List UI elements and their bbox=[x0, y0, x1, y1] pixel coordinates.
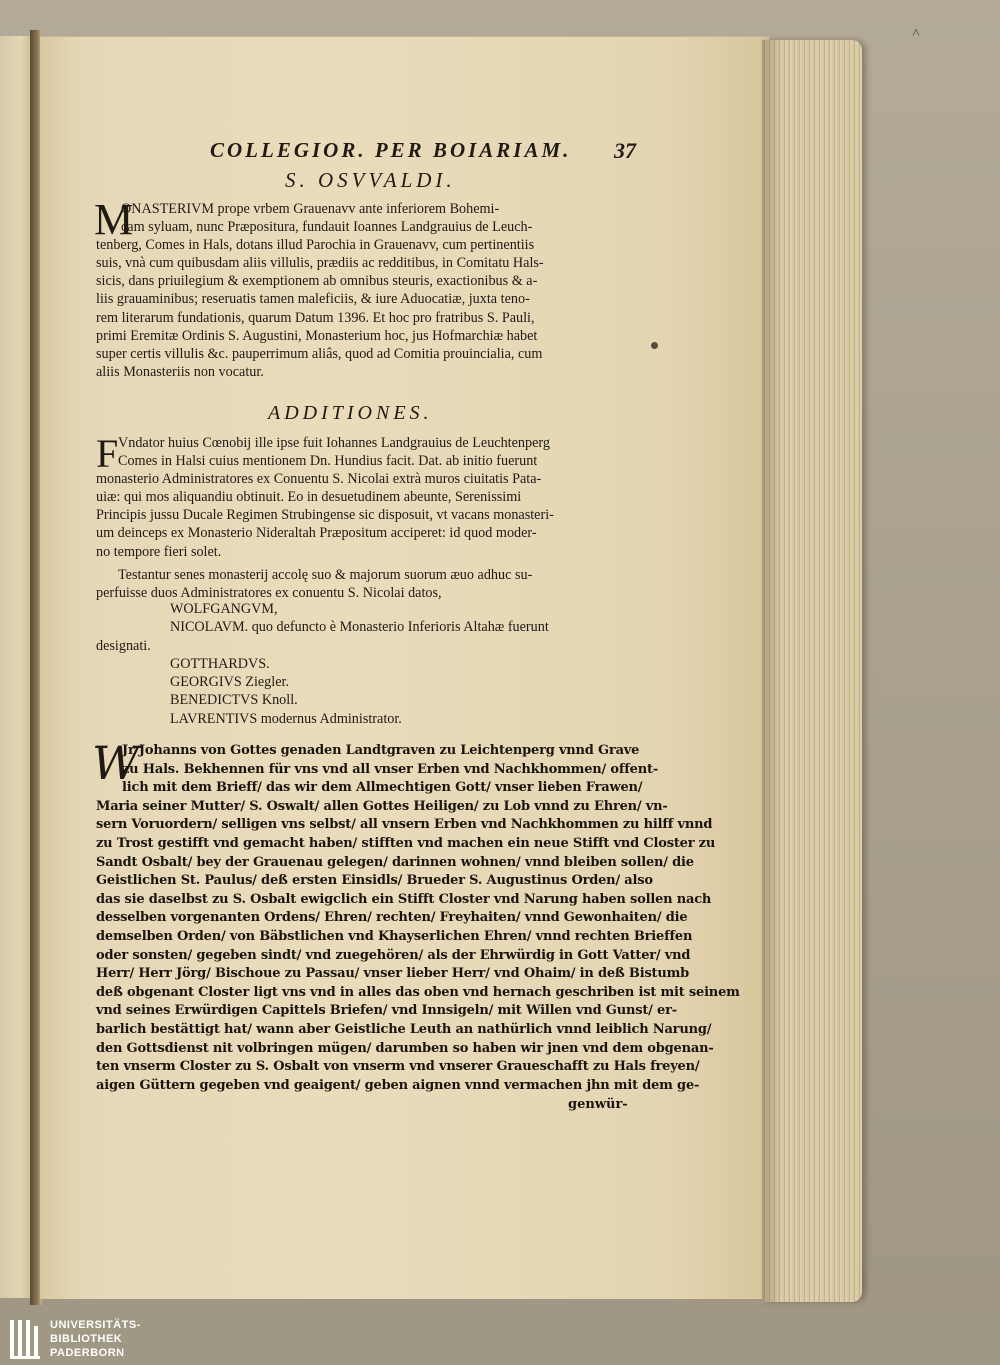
text-line: Geistlichen St. Paulus/ deß ersten Einsidls/ Brueder S. Augustinus Orden/ also bbox=[96, 873, 653, 889]
text-line: um deinceps ex Monasterio Nideraltah Præpositum acciperet: id quod moder- bbox=[96, 525, 537, 542]
list-item: NICOLAVM. quo defuncto è Monasterio Inferioris Altahæ fuerunt bbox=[170, 619, 549, 636]
text-line: Sandt Osbalt/ bey der Grauenau gelegen/ darinnen wohnen/ vnnd bleiben sollen/ die bbox=[96, 854, 694, 870]
list-item: WOLFGANGVM, bbox=[170, 601, 278, 617]
text-line: barlich bestättigt hat/ wann aber Geistliche Leuth an nathürlich vnnd leiblich Narung/ bbox=[96, 1021, 712, 1037]
text-line: Testantur senes monasterij accolę suo & majorum suorum æuo adhuc su- bbox=[118, 567, 533, 583]
text-line: primi Eremitæ Ordinis S. Augustini, Monasterium hoc, jus Hofmarchiæ habet bbox=[96, 327, 538, 344]
text-line: liis grauaminibus; reseruatis tamen maleficiis, & iure Aduocatiæ, juxta teno- bbox=[96, 291, 530, 308]
text-line: Jr Johanns von Gottes genaden Landtgraven zu Leichtenperg vnnd Grave bbox=[122, 743, 640, 758]
text-line: aigen Güttern gegeben vnd geaigent/ geben aignen vnnd vermachen jhn mit dem ge- bbox=[96, 1077, 700, 1093]
text-line: Maria seiner Mutter/ S. Oswalt/ allen Gottes Heiligen/ zu Lob vnnd zu Ehren/ vn- bbox=[96, 798, 668, 814]
text-line: Herr/ Herr Jörg/ Bischoue zu Passau/ vnser lieber Herr/ vnd Ohaim/ in deß Bistumb bbox=[96, 966, 690, 982]
text-line: rem literarum fundationis, quarum Datum 1396. Et hoc pro fratribus S. Pauli, bbox=[96, 309, 535, 326]
text-line: suis, vnà cum quibusdam aliis villulis, prædiis ac redditibus, in Comitatu Hals- bbox=[96, 255, 544, 272]
page-edge-shadow bbox=[762, 40, 782, 1302]
additiones-heading: ADDITIONES. bbox=[268, 402, 433, 424]
text-line: oder sonsten/ gegeben sindt/ vnd zuegehören/ als der Ehrwürdig in Gott Vatter/ vnd bbox=[96, 947, 691, 963]
catchword: genwür- bbox=[568, 1097, 628, 1112]
paragraph-testantur bbox=[96, 566, 641, 602]
drop-capital: M bbox=[94, 195, 134, 244]
text-line: lich mit dem Brieff/ das wir dem Allmechtigen Gott/ vnser lieben Frawen/ bbox=[122, 780, 643, 796]
text-line: cam syluam, nunc Præpositura, fundauit Ioannes Landgrauius de Leuch- bbox=[121, 219, 533, 236]
list-item: LAVRENTIVS modernus Administrator. bbox=[170, 710, 402, 727]
text-line: zu Trost gestifft vnd gemacht haben/ stifften vnd machen ein neue Stifft vnd Closter zu bbox=[96, 835, 716, 851]
library-logo-icon bbox=[8, 1316, 46, 1362]
footer-bar bbox=[0, 1315, 1000, 1365]
text-line: vnd seines Erwürdigen Capittels Briefen/ vnd Innsigeln/ mit Willen vnd Gunst/ er- bbox=[96, 1003, 677, 1019]
text-line: monasterio Administratores ex Conuentu S. Nicolai extrà muros ciuitatis Pata- bbox=[96, 471, 542, 488]
text-line: sicis, dans priuilegium & exemptionem ab omnibus steuris, exactionibus & a- bbox=[96, 273, 538, 290]
library-name-line: BIBLIOTHEK bbox=[50, 1333, 123, 1345]
drop-capital: W bbox=[92, 736, 140, 790]
text-line: desselben vorgenanten Ordens/ Ehren/ rechten/ Freyhaiten/ vnnd Gewonhaiten/ die bbox=[96, 910, 688, 926]
text-line: das sie daselbst zu S. Osbalt ewigclich ein Stifft Closter vnd Narung haben sollen nach bbox=[96, 891, 712, 907]
list-item: designati. bbox=[96, 637, 151, 654]
text-line: den Gottsdienst nit volbringen mügen/ darumben so haben wir jnen vnd dem obgenan- bbox=[96, 1040, 714, 1056]
section-title: S. OSVVALDI. bbox=[285, 168, 456, 192]
library-name-line: PADERBORN bbox=[50, 1347, 125, 1359]
library-name bbox=[50, 1318, 141, 1360]
running-head: COLLEGIOR. PER BOIARIAM. bbox=[210, 138, 572, 162]
text-line: deß obgenant Closter ligt vns vnd in alles das oben vnd hernach geschriben ist mit seinem bbox=[96, 984, 740, 1000]
text-line: uiæ: qui mos aliquandiu obtinuit. Eo in desuetudinem abeunte, Serenissimi bbox=[96, 489, 522, 506]
text-line: demselben Orden/ von Bäbstlichen vnd Khayserlichen Ehren/ vnnd rechten Brieffen bbox=[96, 928, 693, 944]
text-line: super certis villulis &c. pauperrimum aliâs, quod ad Comitia prouincialia, cum bbox=[96, 345, 543, 362]
text-line: perfuisse duos Administratores ex conuentu S. Nicolai datos, bbox=[96, 585, 442, 602]
text-line: ONASTERIVM prope vrbem Grauenavv ante inferiorem Bohemi- bbox=[121, 201, 500, 217]
text-line: Comes in Halsi cuius mentionem Dn. Hundius facit. Dat. ab initio fuerunt bbox=[118, 453, 538, 470]
drop-capital: F bbox=[96, 431, 119, 476]
ink-spot bbox=[651, 342, 658, 349]
text-line: Vndator huius Cœnobij ille ipse fuit Iohannes Landgrauius de Leuchtenperg bbox=[118, 435, 550, 451]
paragraph-monasterium bbox=[94, 195, 641, 381]
corner-mark: ˄ bbox=[912, 26, 920, 41]
text-line: aliis Monasteriis non vocatur. bbox=[96, 363, 264, 380]
text-line: Principis jussu Ducale Regimen Strubingense sic disposuit, vt vacans monasteri- bbox=[96, 507, 554, 524]
text-line: tenberg, Comes in Hals, dotans illud Parochia in Grauenavv, cum pertinentiis bbox=[96, 237, 535, 254]
library-name-line: UNIVERSITÄTS- bbox=[50, 1319, 141, 1331]
page-number: 37 bbox=[614, 138, 636, 163]
text-line: ten vnserm Closter zu S. Osbalt von vnserm vnd vnserer Graueschafft zu Hals freyen/ bbox=[96, 1059, 700, 1075]
paragraph-fundator bbox=[96, 431, 641, 561]
list-item: GEORGIVS Ziegler. bbox=[170, 674, 289, 691]
german-charter-text bbox=[96, 742, 740, 1095]
text-line: no tempore fieri solet. bbox=[96, 543, 222, 560]
text-line: sern Voruordern/ selligen vns selbst/ all vnsern Erben vnd Nachkhommen zu hilff vnnd bbox=[96, 817, 713, 833]
list-item: GOTTHARDVS. bbox=[170, 655, 270, 672]
list-item: BENEDICTVS Knoll. bbox=[170, 692, 298, 709]
administrator-list bbox=[96, 600, 641, 728]
text-line: zu Hals. Bekhennen für vns vnd all vnser Erben vnd Nachkhommen/ offent- bbox=[122, 761, 659, 777]
